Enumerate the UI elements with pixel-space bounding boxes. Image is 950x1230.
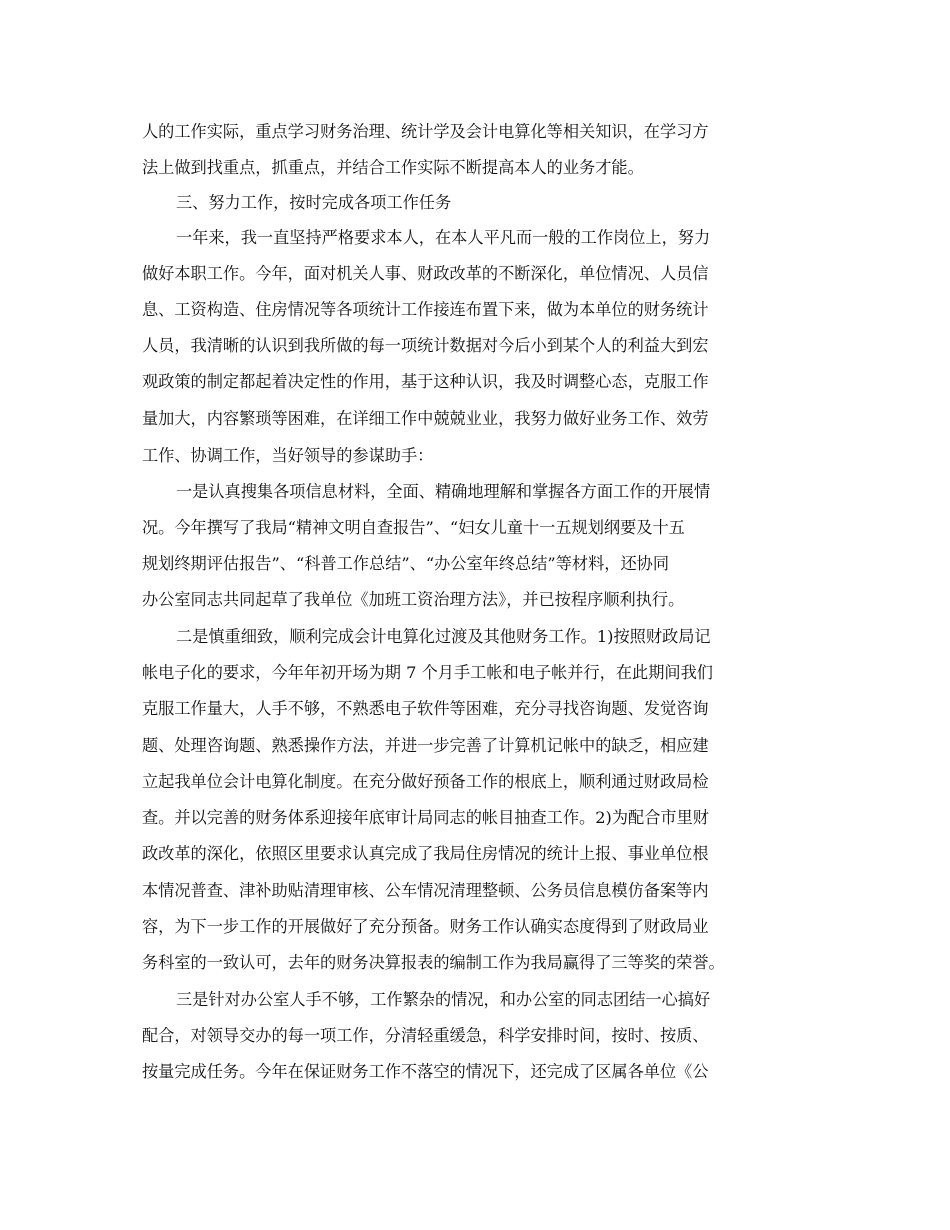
text-line-content: 一年来，我一直坚持严格要求本人，在本人平凡而一般的工作岗位上，努力: [176, 228, 711, 247]
text-line-content: 配合，对领导交办的每一项工作，分清轻重缓急，科学安排时间，按时、按质、: [142, 1026, 709, 1045]
text-line-content: 查。并以完善的财务体系迎接年底审计局同志的帐目抽查工作。2)为配合市里财: [142, 808, 709, 827]
text-line-content: 工作、协调工作，当好领导的参谋助手：: [142, 446, 434, 465]
text-line-content: 按量完成任务。今年在保证财务工作不落空的情况下，还完成了区属各单位《公: [142, 1062, 709, 1081]
text-line-content: 况。今年撰写了我局“精神文明自查报告”、“妇女儿童十一五规划纲要及十五: [142, 518, 685, 537]
text-line-content: 观政策的制定都起着决定性的作用，基于这种认识，我及时调整心态，克服工作: [142, 372, 709, 391]
text-line-content: 三是针对办公室人手不够，工作繁杂的情况，和办公室的同志团结一心搞好: [176, 990, 711, 1009]
text-line-content: 息、工资构造、住房情况等各项统计工作接连布置下来，做为本单位的财务统计: [142, 300, 709, 319]
text-line-content: 人的工作实际，重点学习财务治理、统计学及会计电算化等相关知识，在学习方: [142, 122, 709, 141]
text-line-content: 题、处理咨询题、熟悉操作方法，并进一步完善了计算机记帐中的缺乏，相应建: [142, 736, 709, 755]
text-line-content: 本情况普查、津补助贴清理审核、公车情况清理整顿、公务员信息模仿备案等内: [142, 881, 709, 900]
text-line-content: 容，为下一步工作的开展做好了充分预备。财务工作认确实态度得到了财政局业: [142, 917, 709, 936]
section-heading-text: 三、努力工作，按时完成各项工作任务: [176, 193, 452, 212]
text-line-content: 量加大，内容繁琐等困难，在详细工作中兢兢业业，我努力做好业务工作、效劳: [142, 409, 709, 428]
text-line-content: 法上做到找重点，抓重点，并结合工作实际不断提高本人的业务才能。: [142, 158, 644, 177]
text-line-content: 务科室的一致认可，去年的财务决算报表的编制工作为我局赢得了三等奖的荣誉。: [142, 953, 725, 972]
text-line-content: 克服工作量大，人手不够，不熟悉电子软件等困难，充分寻找咨询题、发觉咨询: [142, 699, 709, 718]
text-line-content: 立起我单位会计电算化制度。在充分做好预备工作的根底上，顺利通过财政局检: [142, 772, 709, 791]
text-line-content: 二是慎重细致，顺利完成会计电算化过渡及其他财务工作。1)按照财政局记: [176, 627, 711, 646]
text-line-content: 人员，我清晰的认识到我所做的每一项统计数据对今后小到某个人的利益大到宏: [142, 336, 709, 355]
text-line-content: 政改革的深化，依照区里要求认真完成了我局住房情况的统计上报、事业单位根: [142, 844, 709, 863]
text-line-content: 办公室同志共同起草了我单位《加班工资治理方法》，并已按程序顺利执行。: [142, 590, 685, 609]
text-line-content: 帐电子化的要求，今年年初开场为期 7 个月手工帐和电子帐并行，在此期间我们: [142, 663, 713, 682]
text-line-content: 一是认真搜集各项信息材料，全面、精确地理解和掌握各方面工作的开展情: [176, 482, 711, 501]
text-line-content: 规划终期评估报告”、“科普工作总结”、“办公室年终总结”等材料，还协同: [142, 554, 670, 573]
text-line-content: 做好本职工作。今年，面对机关人事、财政改革的不断深化，单位情况、人员信: [142, 264, 709, 283]
